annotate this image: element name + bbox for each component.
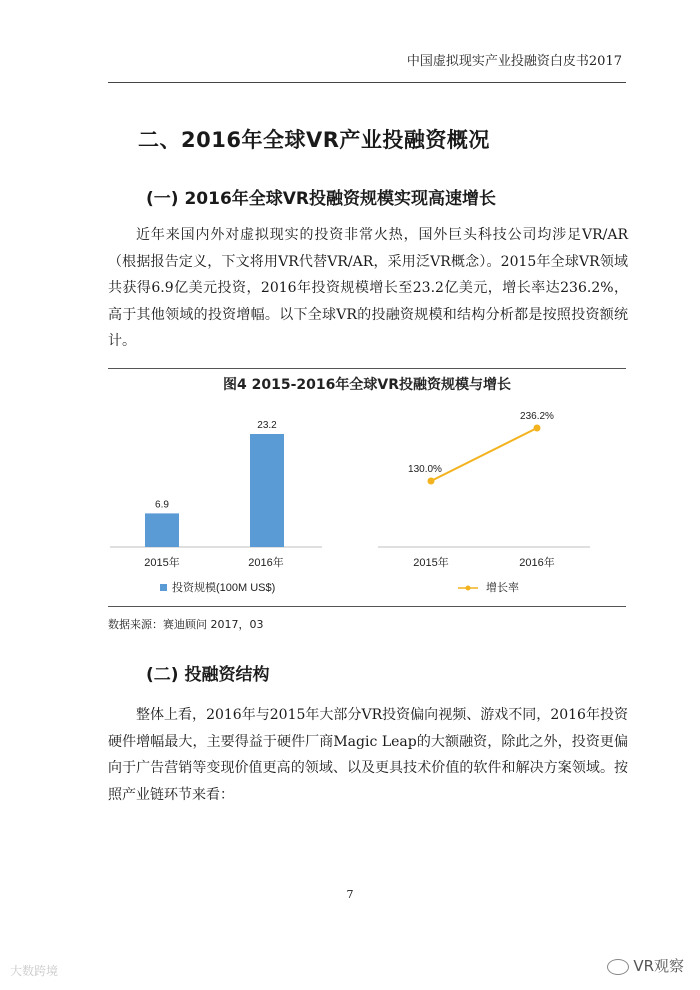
line-tick-2015: 2015年 (413, 557, 449, 569)
figure-title: 图4 2015-2016年全球VR投融资规模与增长 (223, 377, 511, 393)
growth-label-2015: 130.0% (408, 464, 442, 475)
bar-legend-label: 投资规模(100M US$) (172, 582, 276, 594)
page-number: 7 (346, 888, 354, 901)
subsection-title-2: (二) 投融资结构 (146, 665, 270, 685)
watermark-right-text: VR观察 (633, 957, 684, 975)
line-legend-marker (466, 586, 471, 591)
subsection-title-1: (一) 2016年全球VR投融资规模实现高速增长 (146, 189, 497, 209)
bar-chart (110, 420, 322, 594)
section-title: 二、2016年全球VR产业投融资概况 (138, 128, 490, 152)
bar-label-2016: 23.2 (257, 420, 277, 431)
bar-tick-2015: 2015年 (144, 557, 180, 569)
wechat-icon (607, 959, 629, 975)
growth-line (431, 428, 537, 481)
bar-2015 (145, 513, 179, 547)
growth-point-2015 (428, 478, 435, 485)
figure-chart (100, 395, 610, 605)
bar-tick-2016: 2016年 (248, 557, 284, 569)
paragraph-1-text: 近年来国内外对虚拟现实的投资非常火热，国外巨头科技公司均涉足VR/AR（根据报告定义，下文将用VR代替VR/AR，采用泛VR概念）。2015年全球VR领域共获得6.9亿美元投资，2016年投资规模增长至23.2亿美元，增长率达236.2%，高于其他领域的投资增幅。以下全球VR的投融资规模和结构分析都是按照投资额统计。 (108, 227, 628, 349)
line-tick-2016: 2016年 (519, 557, 555, 569)
figure-bottom-rule (108, 606, 626, 607)
bar-2016 (250, 434, 284, 547)
figure-top-rule (108, 368, 626, 369)
growth-label-2016: 236.2% (520, 411, 554, 422)
growth-point-2016 (534, 425, 541, 432)
header-rule (108, 82, 626, 83)
figure-source: 数据来源：赛迪顾问 2017，03 (108, 618, 264, 631)
line-legend-label: 增长率 (486, 582, 519, 594)
bar-legend-swatch (160, 584, 167, 591)
watermark-right (607, 955, 684, 976)
line-chart (378, 411, 590, 594)
paragraph-2 (108, 702, 628, 808)
watermark-left: 大数跨境 (10, 964, 59, 978)
paragraph-1 (108, 222, 628, 355)
bar-label-2015: 6.9 (155, 499, 169, 511)
paragraph-2-text: 整体上看，2016年与2015年大部分VR投资偏向视频、游戏不同，2016年投资硬件增幅最大，主要得益于硬件厂商Magic Leap的大额融资，除此之外，投资更偏向于广告营销等变现价值更高的领域、以及更具技术价值的软件和解决方案领域。按照产业链环节来看： (108, 707, 628, 803)
running-header: 中国虚拟现实产业投融资白皮书2017 (406, 54, 622, 69)
